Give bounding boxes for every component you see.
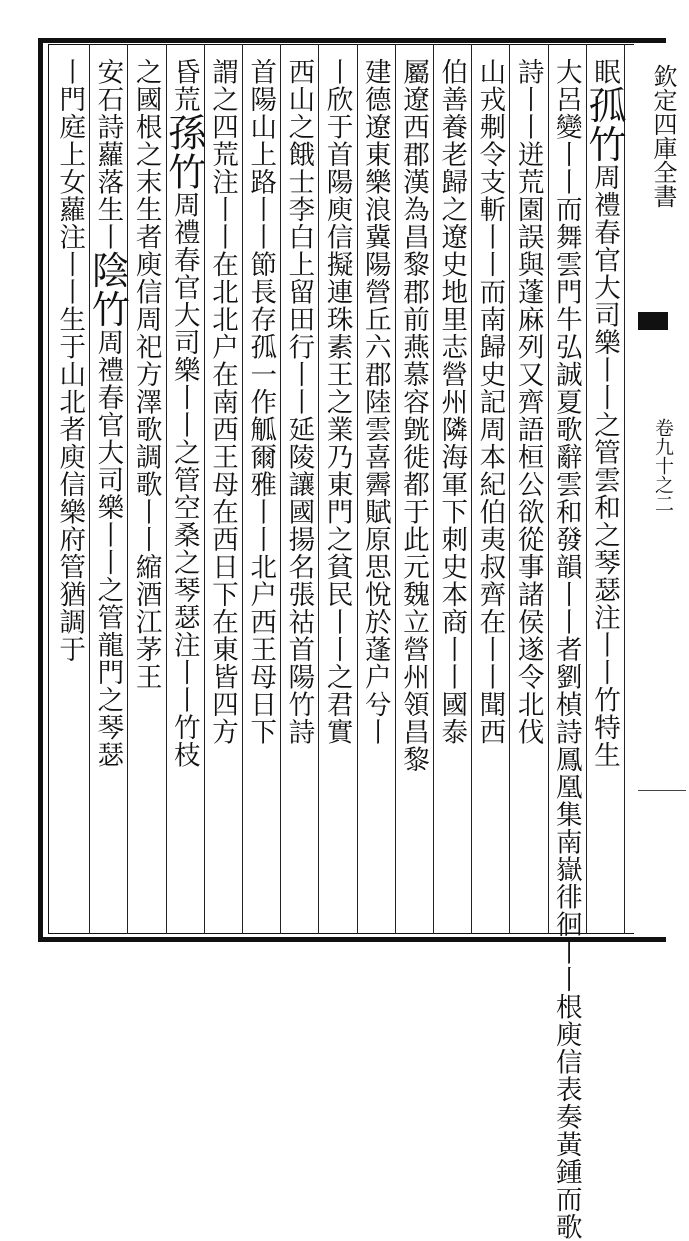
text-column xyxy=(161,58,206,928)
margin-rule xyxy=(638,790,686,791)
annotation-text: 首陽山上路丨丨節長存孤一作觚爾雅丨丨北户西王母日下 xyxy=(245,58,277,746)
annotation-text: 丨門庭上女蘿 xyxy=(54,58,86,223)
annotation-text: 者劉楨詩鳳凰集南嶽徘徊丨丨根庾信表奏黃鍾而歌 xyxy=(550,635,582,1241)
column-rule xyxy=(318,44,319,934)
annotation-text: 詩丨丨迸荒園誤與蓬麻列又齊語桓公欲從事諸侯遂令北伐 xyxy=(512,58,544,746)
column-rule xyxy=(280,44,281,934)
text-column xyxy=(278,58,318,928)
annotation-text: 屬遼西郡漢為昌黎郡前燕慕容皝徙都于此元魏立營州領昌黎 xyxy=(398,58,429,773)
text-column xyxy=(202,58,242,928)
text-column xyxy=(546,58,586,1241)
column-rule xyxy=(127,44,128,934)
column-rule xyxy=(433,44,434,934)
annotation-text: 西山之餓士李白上留田行丨丨延陵讓國揚名張祜首陽竹詩 xyxy=(283,58,315,746)
text-column xyxy=(317,58,357,928)
text-column xyxy=(126,58,166,928)
annotation-text: 昏荒 xyxy=(168,58,200,113)
column-rule xyxy=(509,44,510,934)
annotation-text: 之國 xyxy=(130,58,162,113)
column-rule xyxy=(548,44,549,934)
text-column xyxy=(240,58,280,928)
annotation-text: 周禮春官大司樂丨丨之管龍門之琴瑟 xyxy=(92,328,124,769)
column-rule xyxy=(586,44,587,934)
annotation-text: 丨欣于首陽庾信擬連珠素王之業乃東門之貧民丨丨之君實 xyxy=(321,58,353,746)
text-column xyxy=(85,58,130,928)
annotation-text: 周禮春官大司樂丨丨之管空桑之琴瑟注丨丨竹枝 xyxy=(168,191,200,769)
annotation-text: 安石詩蘿落生丨 xyxy=(92,58,124,251)
text-column xyxy=(49,58,89,928)
annotation-text: 山戎刜令支斬丨丨而南歸史記周本紀伯夷叔齊在丨丨聞西 xyxy=(474,58,506,746)
annotation-text: 周禮春官大司樂丨丨之管雲和之琴瑟注丨丨竹特生 xyxy=(589,163,620,769)
entry-heading: 陰竹 xyxy=(85,250,130,329)
book-title: 欽定四庫全書 xyxy=(649,64,677,208)
entry-heading: 孫竹 xyxy=(161,113,206,191)
annotation-text: 大呂變丨丨而舞雲門牛弘誠夏歌辭雲和發韻丨丨 xyxy=(550,58,582,636)
volume-label: 卷九十之二 xyxy=(652,418,674,513)
annotation-text: 根之末生者庾信周祀方澤歌調歌丨丨縮酒江茅王 xyxy=(130,113,162,691)
column-rule xyxy=(166,44,167,934)
text-column xyxy=(584,58,624,928)
annotation-text: 建德遼東樂浪冀陽營丘六郡陸雲喜霽賦原思悅於蓬户兮丨 xyxy=(359,58,391,746)
text-column xyxy=(431,58,471,928)
column-rule xyxy=(471,44,472,934)
annotation-text: 謂之四荒注丨丨在北北户在南西王母在西日下在東皆四方 xyxy=(207,58,238,746)
annotation-text: 注丨丨生于山北者庾信樂府管猶調于 xyxy=(54,223,86,663)
annotation-text: 眠 xyxy=(589,58,620,86)
text-column xyxy=(469,58,509,928)
text-column xyxy=(393,58,433,928)
column-rule xyxy=(395,44,396,934)
column-rule xyxy=(89,44,90,934)
column-rule xyxy=(624,44,625,934)
annotation-text: 伯善養老歸之遼史地里志營州隣海軍下刺史本商丨丨國泰 xyxy=(436,58,468,746)
column-rule xyxy=(242,44,243,934)
text-column xyxy=(508,58,548,928)
column-rule xyxy=(357,44,358,934)
text-column xyxy=(355,58,395,928)
entry-heading: 孤竹 xyxy=(582,85,626,164)
